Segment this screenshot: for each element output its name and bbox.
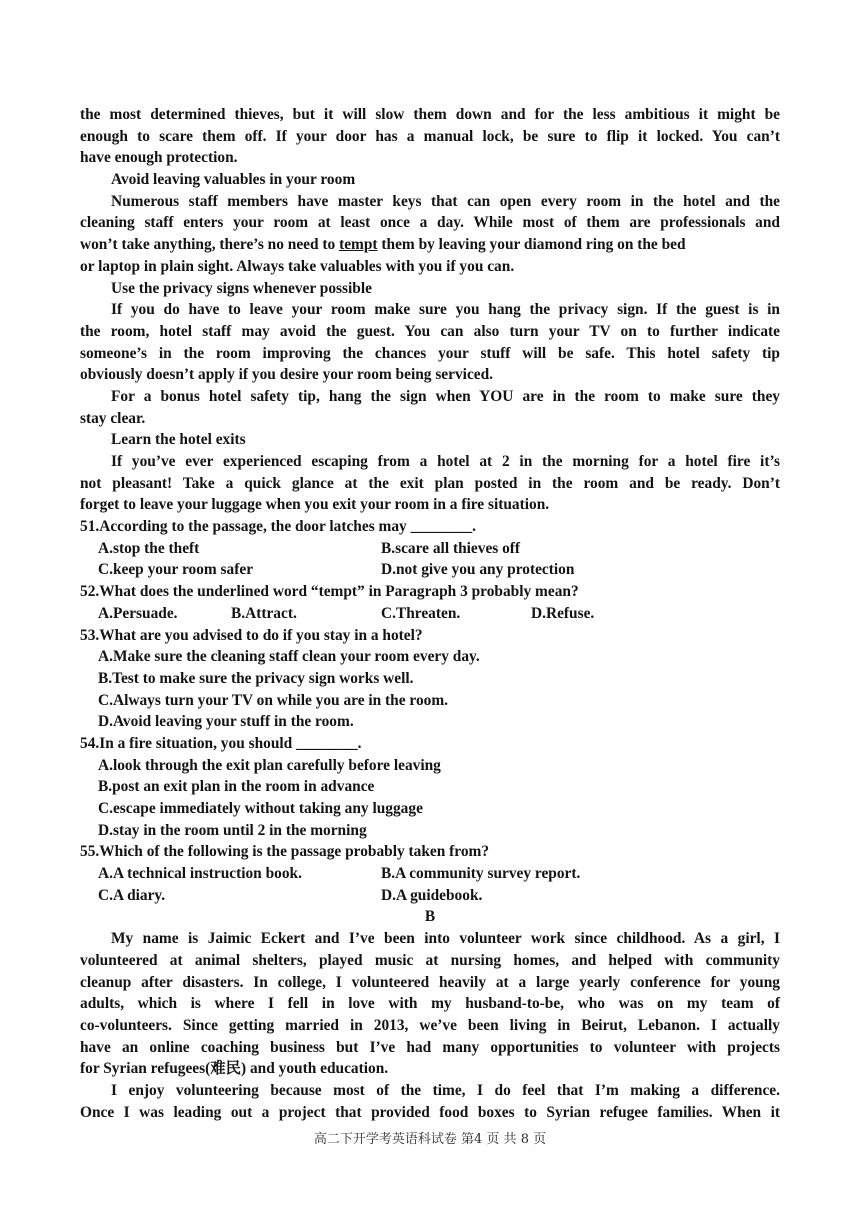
text-line: For a bonus hotel safety tip, hang the sign when YOU are in the room to make sure they: [111, 387, 780, 405]
option-a: A.A technical instruction book.: [98, 865, 302, 883]
text-line: Once I was leading out a project that provided food boxes to Syrian refugee families. When it: [80, 1103, 780, 1121]
section-label: B: [424, 908, 436, 926]
option-a: A.stop the theft: [98, 539, 200, 557]
option-d: D.not give you any protection: [381, 561, 575, 579]
option-row: [80, 559, 780, 581]
option-d: D.stay in the room until 2 in the morning: [98, 821, 367, 839]
text-line: enough to scare them off. If your door has a manual lock, be sure to flip it locked. You can’t: [80, 127, 780, 145]
text-line: cleaning staff enters your room at least once a day. While most of them are professionals and: [80, 214, 780, 232]
option-row: [80, 603, 780, 625]
question-stem: 52.What does the underlined word “tempt” in Paragraph 3 probably mean?: [80, 583, 579, 601]
text-segment: won’t take anything, there’s no need to: [80, 236, 340, 254]
option-b: B.Test to make sure the privacy sign works well.: [98, 669, 414, 687]
text-line: stay clear.: [80, 409, 146, 427]
text-line: My name is Jaimic Eckert and I’ve been into volunteer work since childhood. As a girl, I: [111, 930, 780, 948]
option-c: C.Always turn your TV on while you are in the room.: [98, 691, 449, 709]
text-line: I enjoy volunteering because most of the time, I do feel that I’m making a difference.: [111, 1081, 780, 1099]
option-c: C.A diary.: [98, 886, 166, 904]
option-c: C.escape immediately without taking any luggage: [98, 800, 423, 817]
text-line: co-volunteers. Since getting married in 2013, we’ve been living in Beirut, Lebanon. I actually: [80, 1016, 780, 1034]
text-line: or laptop in plain sight. Always take valuables with you if you can.: [80, 257, 515, 275]
question-stem: 55.Which of the following is the passage probably taken from?: [80, 843, 490, 861]
option-a: A.Persuade.: [98, 604, 178, 622]
text-line: Numerous staff members have master keys that can open every room in the hotel and the: [111, 192, 780, 210]
text-line: have an online coaching business but I’ve had many opportunities to volunteer with projects: [80, 1038, 780, 1056]
section-heading: Learn the hotel exits: [111, 431, 246, 449]
option-b: B.scare all thieves off: [381, 539, 521, 557]
option-row: [80, 863, 780, 885]
text-line: for Syrian refugees(难民) and youth education.: [80, 1060, 389, 1078]
option-row: [80, 538, 780, 560]
text-line: adults, which is where I fell in love with my husband-to-be, who was on my team of: [80, 995, 780, 1013]
option-d: D.Refuse.: [531, 604, 595, 622]
option-b: B.Attract.: [231, 604, 297, 622]
text-line: [80, 234, 780, 256]
text-line: forget to leave your luggage when you exit your room in a fire situation.: [80, 496, 550, 514]
text-line: not pleasant! Take a quick glance at the exit plan posted in the room and be ready. Don’t: [80, 474, 780, 492]
page-content: [80, 104, 780, 1123]
section-heading: Use the privacy signs whenever possible: [111, 279, 372, 297]
option-a: A.Make sure the cleaning staff clean your room every day.: [98, 648, 480, 666]
text-line: have enough protection.: [80, 149, 238, 167]
option-a: A.look through the exit plan carefully before leaving: [98, 756, 441, 774]
text-segment: them by leaving your diamond ring on the bed: [377, 236, 686, 254]
page-footer: 高二下开学考英语科试卷 第4 页 共 8 页: [313, 1132, 547, 1147]
text-line: the most determined thieves, but it will slow them down and for the less ambitious it might be: [80, 106, 780, 123]
text-line: the room, hotel staff may avoid the guest. You can also turn your TV on to further indicate: [80, 322, 780, 340]
option-row: [80, 885, 780, 907]
question-stem: 54.In a fire situation, you should ________.: [80, 734, 362, 752]
option-c: C.keep your room safer: [98, 561, 254, 579]
underlined-word: tempt: [339, 236, 378, 254]
text-line: cleanup after disasters. In college, I volunteered heavily at a large yearly conference for young: [80, 973, 780, 991]
option-b: B.A community survey report.: [381, 865, 581, 883]
option-c: C.Threaten.: [381, 604, 461, 622]
text-line: If you do have to leave your room make sure you hang the privacy sign. If the guest is in: [111, 301, 780, 319]
question-stem: 51.According to the passage, the door latches may ________.: [80, 518, 477, 536]
option-b: B.post an exit plan in the room in advance: [98, 778, 375, 796]
text-line: obviously doesn’t apply if you desire your room being serviced.: [80, 366, 494, 384]
option-d: D.A guidebook.: [381, 886, 483, 904]
question-stem: 53.What are you advised to do if you stay in a hotel?: [80, 626, 423, 644]
option-d: D.Avoid leaving your stuff in the room.: [98, 713, 354, 731]
text-line: volunteered at animal shelters, played music at nursing homes, and helped with community: [80, 951, 780, 969]
section-heading: Avoid leaving valuables in your room: [111, 171, 356, 189]
text-line: someone’s in the room improving the chances your stuff will be safe. This hotel safety tip: [80, 344, 780, 362]
text-line: If you’ve ever experienced escaping from a hotel at 2 in the morning for a hotel fire it’s: [111, 453, 780, 470]
